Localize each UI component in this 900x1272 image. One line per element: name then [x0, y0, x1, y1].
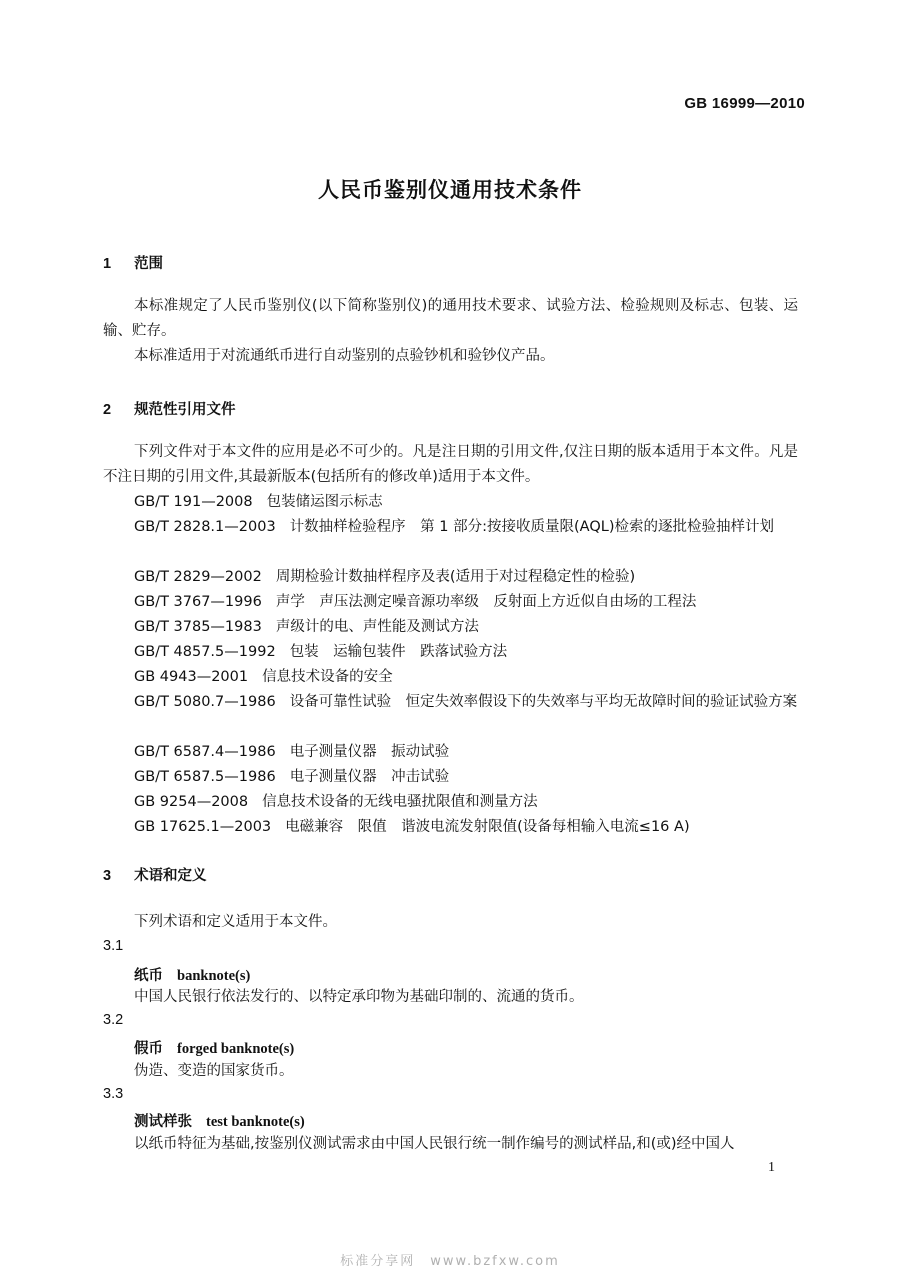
reference-title: 信息技术设备的安全	[262, 669, 393, 685]
reference-title: 设备可靠性试验 恒定失效率假设下的失效率与平均无故障时间的验证试验方案	[289, 694, 798, 710]
term-zh: 测试样张	[134, 1114, 192, 1130]
term-zh: 假币	[134, 1041, 163, 1057]
term-name	[134, 964, 250, 985]
reference-title: 包装 运输包装件 跌落试验方法	[289, 644, 508, 660]
section-1-paragraph-1: 本标准规定了人民币鉴别仪(以下简称鉴别仪)的通用技术要求、试验方法、检验规则及标志、包装、运输、贮存。	[103, 298, 798, 339]
standard-code: GB 16999—2010	[684, 95, 805, 112]
section-title: 范围	[134, 256, 164, 272]
term-en: forged banknote(s)	[177, 1041, 295, 1057]
section-number: 1	[103, 256, 112, 272]
reference-title: 电子测量仪器 冲击试验	[289, 769, 450, 785]
document-title: 人民币鉴别仪通用技术条件	[318, 178, 582, 202]
term-definition: 中国人民银行依法发行的、以特定承印物为基础印制的、流通的货币。	[134, 989, 584, 1005]
reference-code: GB/T 3767—1996	[134, 594, 262, 610]
reference-title: 声学 声压法测定噪音源功率级 反射面上方近似自由场的工程法	[275, 594, 697, 610]
watermark-text: 标准分享网 www.bzfxw.com	[340, 1254, 560, 1269]
reference-item	[103, 590, 798, 615]
section-1-heading	[103, 252, 163, 273]
term-name	[134, 1110, 305, 1131]
reference-code: GB/T 3785—1983	[134, 619, 262, 635]
reference-title: 信息技术设备的无线电骚扰限值和测量方法	[262, 794, 538, 810]
term-en: test banknote(s)	[206, 1114, 305, 1130]
reference-code: GB/T 6587.5—1986	[134, 769, 276, 785]
reference-item	[103, 640, 798, 665]
term-name	[134, 1037, 294, 1058]
reference-item	[103, 815, 798, 840]
section-title: 术语和定义	[134, 868, 207, 884]
reference-code: GB 17625.1—2003	[134, 819, 272, 835]
reference-code: GB/T 6587.4—1986	[134, 744, 276, 760]
section-title: 规范性引用文件	[134, 402, 236, 418]
reference-item	[103, 740, 798, 765]
reference-item	[103, 565, 798, 590]
reference-code: GB 9254—2008	[134, 794, 249, 810]
reference-title: 电磁兼容 限值 谐波电流发射限值(设备每相输入电流≤16 A)	[285, 819, 690, 835]
reference-title: 周期检验计数抽样程序及表(适用于对过程稳定性的检验)	[275, 569, 636, 585]
section-number: 2	[103, 402, 112, 418]
reference-code: GB/T 4857.5—1992	[134, 644, 276, 660]
section-number: 3	[103, 868, 112, 884]
term-number: 3.3	[103, 1086, 124, 1102]
section-3-heading	[103, 864, 207, 885]
reference-item	[103, 515, 798, 540]
reference-item	[103, 765, 798, 790]
reference-code: GB/T 2829—2002	[134, 569, 262, 585]
reference-item	[103, 790, 798, 815]
reference-title: 计数抽样检验程序 第 1 部分:按接收质量限(AQL)检索的逐批检验抽样计划	[289, 519, 774, 535]
reference-code: GB/T 5080.7—1986	[134, 694, 276, 710]
reference-code: GB/T 191—2008	[134, 494, 253, 510]
term-en: banknote(s)	[177, 968, 251, 984]
section-2-heading	[103, 398, 236, 419]
term-definition: 伪造、变造的国家货币。	[134, 1063, 294, 1079]
reference-item	[103, 665, 798, 690]
section-3-intro: 下列术语和定义适用于本文件。	[134, 914, 337, 930]
reference-item	[103, 490, 798, 515]
reference-item	[103, 615, 798, 640]
term-number: 3.2	[103, 1012, 124, 1028]
section-1-paragraph-2: 本标准适用于对流通纸币进行自动鉴别的点验钞机和验钞仪产品。	[134, 348, 555, 364]
term-zh: 纸币	[134, 968, 163, 984]
term-number: 3.1	[103, 938, 124, 954]
reference-code: GB/T 2828.1—2003	[134, 519, 276, 535]
reference-title: 声级计的电、声性能及测试方法	[275, 619, 479, 635]
term-definition: 以纸币特征为基础,按鉴别仪测试需求由中国人民银行统一制作编号的测试样品,和(或)经中国人	[134, 1136, 735, 1152]
section-2-intro: 下列文件对于本文件的应用是必不可少的。凡是注日期的引用文件,仅注日期的版本适用于本文件。凡是不注日期的引用文件,其最新版本(包括所有的修改单)适用于本文件。	[103, 444, 798, 485]
reference-code: GB 4943—2001	[134, 669, 249, 685]
page-number: 1	[768, 1160, 775, 1175]
reference-title: 包装储运图示标志	[266, 494, 383, 510]
reference-item	[103, 690, 798, 715]
reference-title: 电子测量仪器 振动试验	[289, 744, 450, 760]
